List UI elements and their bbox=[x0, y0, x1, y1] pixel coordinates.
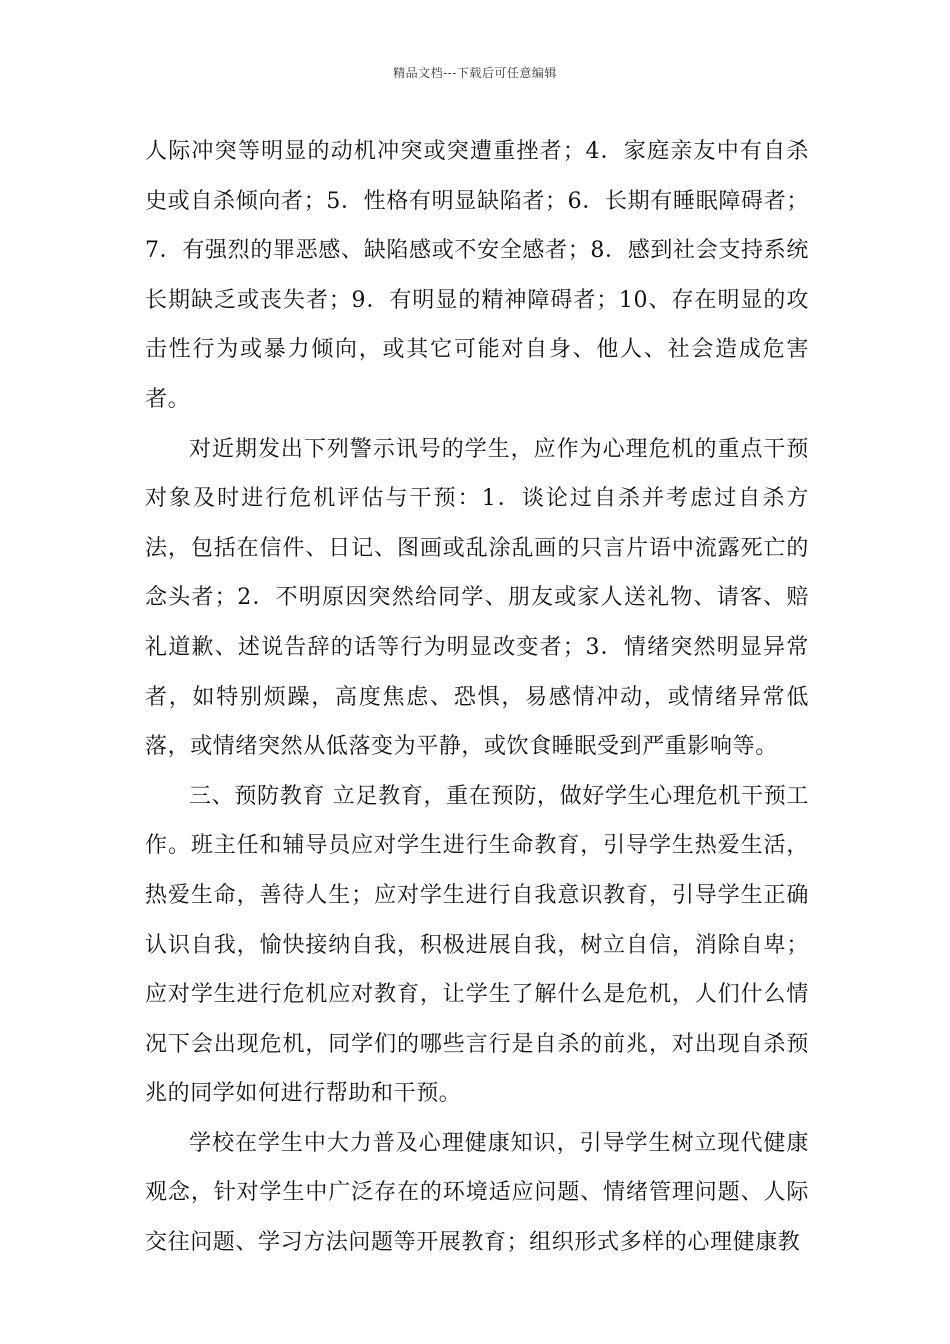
paragraph-prevention-education: 三、预防教育 立足教育，重在预防，做好学生心理危机干预工作。班主任和辅导员应对学生进行生命教育，引导学生热爱生活，热爱生命，善待人生；应对学生进行自我意识教育，引导学生正确认识自我，愉快接纳自我，积极进展自我，树立自信，消除自卑；应对学生进行危机应对教育，让学生了解什么是危机，人们什么情况下会出现危机，同学们的哪些言行是自杀的前兆，对出现自杀预兆的同学如何进行帮助和干预。 bbox=[145, 783, 809, 1107]
paragraph-risk-groups: 人际冲突等明显的动机冲突或突遭重挫者；4．家庭亲友中有自杀史或自杀倾向者；5．性格有明显缺陷者；6．长期有睡眠障碍者；7．有强烈的罪恶感、缺陷感或不安全感者；8．感到社会支持系统长期缺乏或丧失者；9．有明显的精神障碍者；10、存在明显的攻击性行为或暴力倾向，或其它可能对自身、他人、社会造成危害者。 bbox=[145, 139, 809, 412]
paragraph-warning-signals: 对近期发出下列警示讯号的学生，应作为心理危机的重点干预对象及时进行危机评估与干预：1．谈论过自杀并考虑过自杀方法，包括在信件、日记、图画或乱涂乱画的只言片语中流露死亡的念头者；2．不明原因突然给同学、朋友或家人送礼物、请客、赔礼道歉、述说告辞的话等行为明显改变者；3．情绪突然明显异常者，如特别烦躁，高度焦虑、恐惧，易感情冲动，或情绪异常低落，或情绪突然从低落变为平静，或饮食睡眠受到严重影响等。 bbox=[145, 436, 809, 760]
page-header: 精品文档---下载后可任意编辑 bbox=[393, 66, 557, 80]
paragraph-mental-health-knowledge: 学校在学生中大力普及心理健康知识，引导学生树立现代健康观念，针对学生中广泛存在的环境适应问题、情绪管理问题、人际交往问题、学习方法问题等开展教育；组织形式多样的心理健康教 bbox=[145, 1130, 809, 1256]
document-body bbox=[145, 127, 809, 1268]
